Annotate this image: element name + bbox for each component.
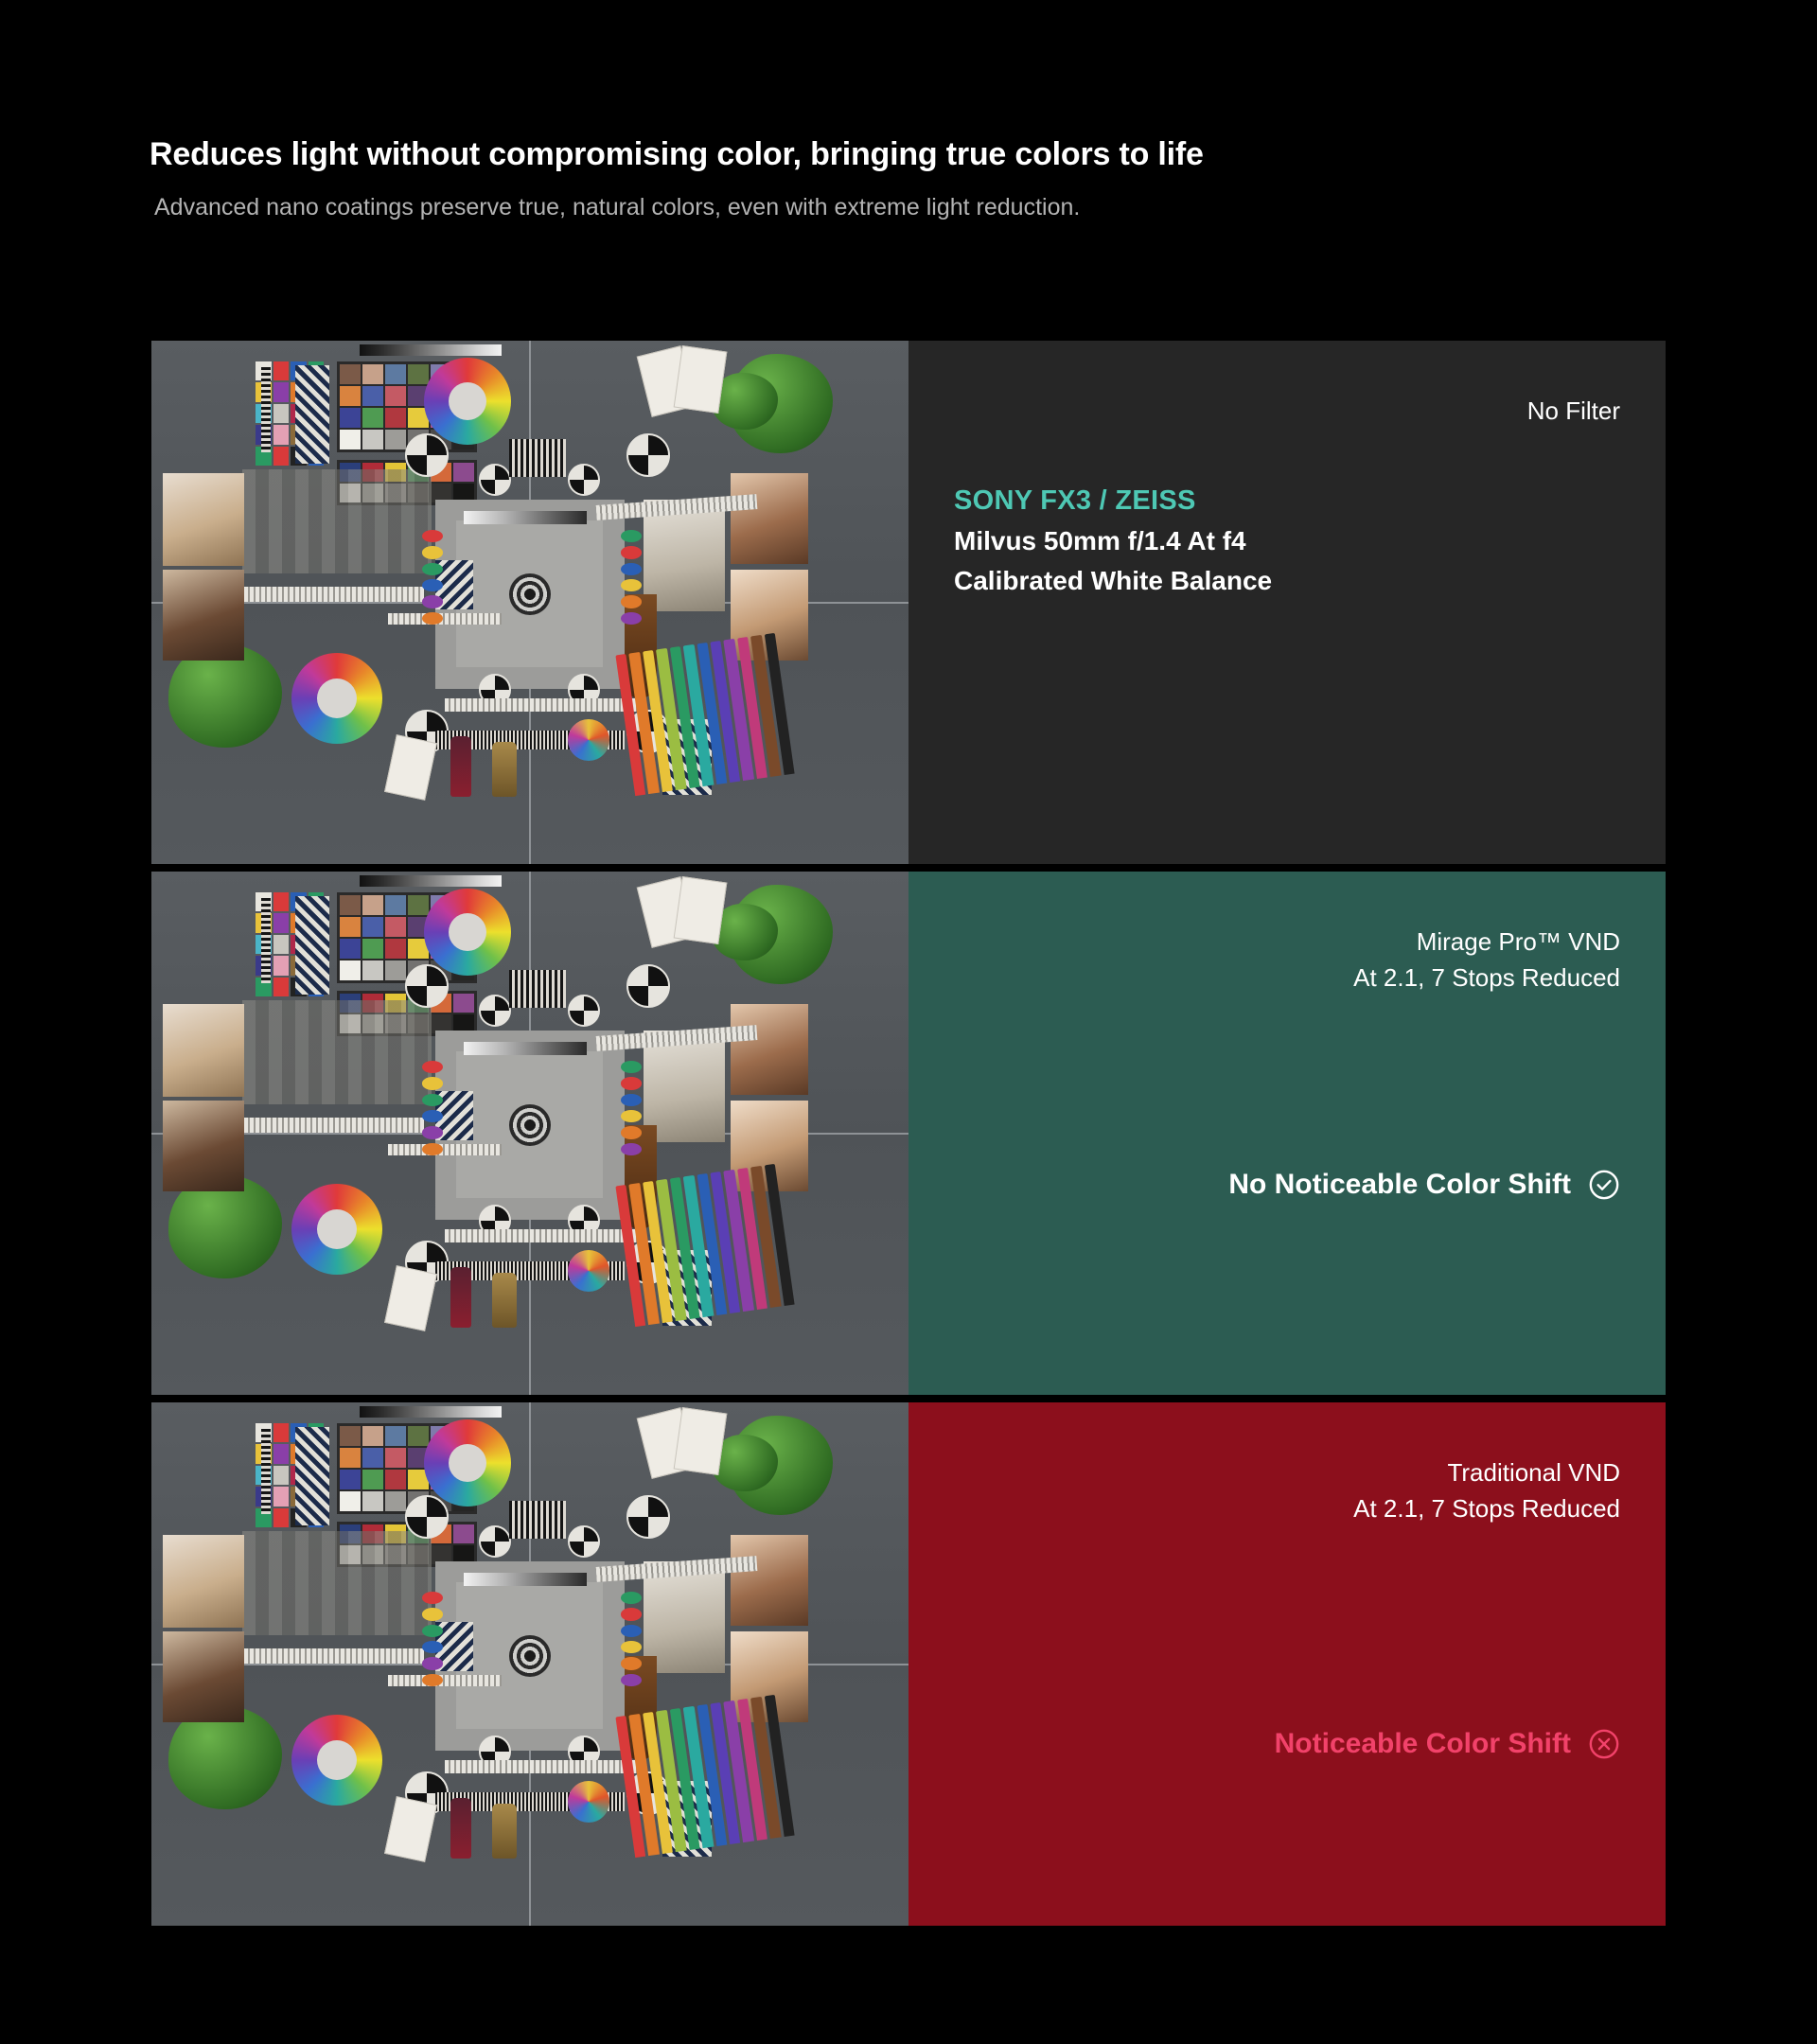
- color-wheel-lower: [291, 653, 382, 744]
- panel-subtitle: At 2.1, 7 Stops Reduced: [1353, 1493, 1620, 1523]
- verdict-no-color-shift: [1228, 1169, 1620, 1201]
- panel-no-filter: [908, 341, 1666, 864]
- panel-title: Traditional VND: [1447, 1458, 1620, 1487]
- panel-title: No Filter: [1526, 396, 1620, 425]
- comparison-row-no-filter: [151, 341, 1666, 864]
- check-circle-icon: [1588, 1169, 1620, 1201]
- pencil-fan: [615, 633, 794, 796]
- white-balance-spec: Calibrated White Balance: [954, 566, 1273, 596]
- panel-mirage-pro: [908, 872, 1666, 1395]
- color-test-chart-image-traditional: [151, 1402, 908, 1926]
- comparison-rows: [151, 341, 1666, 1926]
- page-title: Reduces light without compromising color, bringing true colors to life: [150, 136, 1204, 172]
- portrait: [163, 473, 244, 566]
- color-test-chart-image-no-filter: [151, 341, 908, 864]
- x-circle-icon: [1588, 1728, 1620, 1760]
- verdict-label: No Noticeable Color Shift: [1228, 1169, 1571, 1200]
- color-wheel: [424, 358, 511, 445]
- portrait: [163, 570, 244, 661]
- panel-subtitle: At 2.1, 7 Stops Reduced: [1353, 962, 1620, 992]
- camera-spec-block: [954, 481, 1620, 602]
- panel-title: Mirage Pro™ VND: [1416, 927, 1620, 956]
- camera-brand: SONY FX3 / ZEISS: [954, 485, 1196, 516]
- portrait: [731, 473, 808, 564]
- verdict-color-shift: [1275, 1728, 1620, 1760]
- header: [150, 134, 1683, 222]
- panel-traditional: [908, 1402, 1666, 1926]
- comparison-row-mirage-pro: [151, 872, 1666, 1395]
- focus-spiral: [509, 573, 551, 615]
- verdict-label: Noticeable Color Shift: [1274, 1728, 1571, 1759]
- comparison-row-traditional: [151, 1402, 1666, 1926]
- color-test-chart-image-mirage-pro: [151, 872, 908, 1395]
- page-subtitle: Advanced nano coatings preserve true, natural colors, even with extreme light reduction.: [154, 193, 1081, 220]
- lens-spec: Milvus 50mm f/1.4 At f4: [954, 526, 1246, 556]
